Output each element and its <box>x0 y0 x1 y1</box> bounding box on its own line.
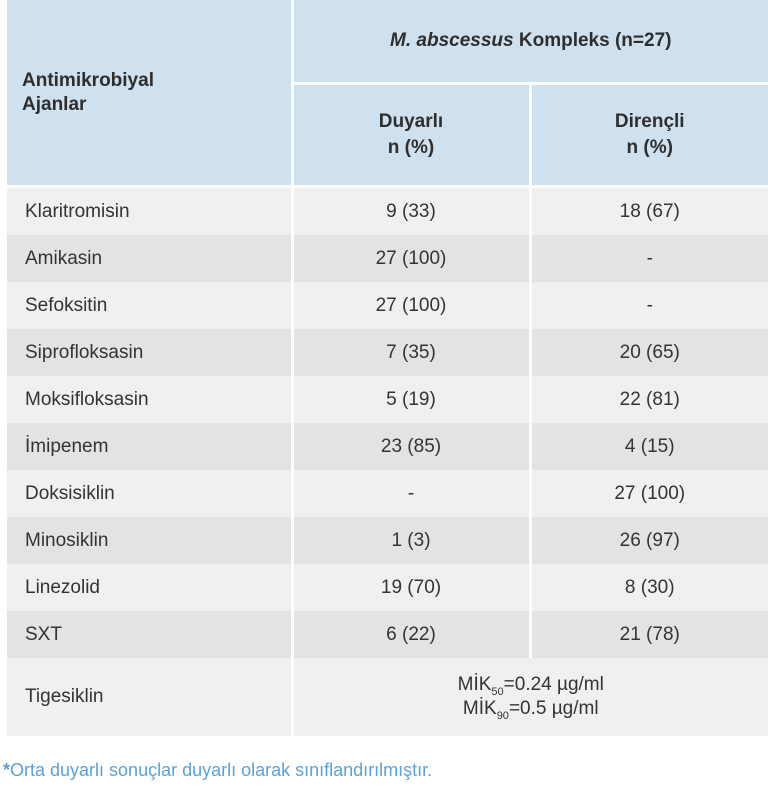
table-row <box>7 235 768 282</box>
sensitive-cell: 5 (19) <box>292 376 530 423</box>
resistant-cell: 20 (65) <box>530 329 768 376</box>
mic50-value: =0.24 µg/ml <box>503 674 604 695</box>
agent-cell: Amikasin <box>7 235 292 282</box>
agent-cell: Tigesiklin <box>7 658 292 736</box>
header-agents-line1: Antimikrobiyal <box>22 69 154 91</box>
table-row <box>7 564 768 611</box>
agent-cell: Doksisiklin <box>7 470 292 517</box>
mic90-prefix: MİK <box>462 698 497 719</box>
header-agents-line2: Ajanlar <box>22 93 87 115</box>
resistant-cell: 4 (15) <box>530 423 768 470</box>
resistant-cell: 22 (81) <box>530 376 768 423</box>
resistant-cell: 27 (100) <box>530 470 768 517</box>
resistant-cell: 26 (97) <box>530 517 768 564</box>
sensitive-cell: 23 (85) <box>292 423 530 470</box>
resistant-cell: - <box>530 235 768 282</box>
header-sensitive-line2: n (%) <box>387 137 435 158</box>
mic50-sub: 50 <box>491 685 504 698</box>
agent-cell: İmipenem <box>7 423 292 470</box>
footnote-star: * <box>3 760 11 780</box>
header-sensitive-line1: Duyarlı <box>378 111 444 132</box>
header-group-species: M. abscessus <box>390 30 514 51</box>
sensitive-cell: 9 (33) <box>292 187 530 236</box>
table-row <box>7 376 768 423</box>
header-resistant-line2: n (%) <box>626 137 673 158</box>
sensitive-cell: 27 (100) <box>292 235 530 282</box>
header-group <box>292 0 768 84</box>
table-row <box>7 423 768 470</box>
table-body <box>7 187 768 737</box>
table-row <box>7 611 768 658</box>
header-resistant-line1: Dirençli <box>614 111 685 132</box>
resistant-cell: 21 (78) <box>530 611 768 658</box>
table-row <box>7 329 768 376</box>
mic90-sub: 90 <box>496 709 509 722</box>
sensitive-cell: 6 (22) <box>292 611 530 658</box>
header-agents <box>7 0 292 187</box>
tigecycline-row <box>7 658 768 736</box>
susceptibility-table <box>7 0 768 736</box>
footnote <box>3 760 432 781</box>
table-row <box>7 517 768 564</box>
agent-cell: Linezolid <box>7 564 292 611</box>
table-row <box>7 187 768 236</box>
resistant-cell: 18 (67) <box>530 187 768 236</box>
mic50-line <box>294 673 768 697</box>
table-header <box>7 0 768 187</box>
agent-cell: SXT <box>7 611 292 658</box>
sensitive-cell: 1 (3) <box>292 517 530 564</box>
header-resistant <box>530 84 768 187</box>
sensitive-cell: 19 (70) <box>292 564 530 611</box>
agent-cell: Klaritromisin <box>7 187 292 236</box>
mic50-prefix: MİK <box>457 674 492 695</box>
header-group-rest: Kompleks (n=27) <box>513 30 672 51</box>
resistant-cell: - <box>530 282 768 329</box>
header-sensitive <box>292 84 530 187</box>
table-row <box>7 282 768 329</box>
agent-cell: Siprofloksasin <box>7 329 292 376</box>
table-row <box>7 470 768 517</box>
sensitive-cell: - <box>292 470 530 517</box>
mic90-value: =0.5 µg/ml <box>508 698 599 719</box>
mic-cell <box>292 658 768 736</box>
footnote-text: Orta duyarlı sonuçlar duyarlı olarak sınıflandırılmıştır. <box>10 760 433 780</box>
sensitive-cell: 7 (35) <box>292 329 530 376</box>
agent-cell: Minosiklin <box>7 517 292 564</box>
agent-cell: Moksifloksasin <box>7 376 292 423</box>
sensitive-cell: 27 (100) <box>292 282 530 329</box>
resistant-cell: 8 (30) <box>530 564 768 611</box>
agent-cell: Sefoksitin <box>7 282 292 329</box>
mic90-line <box>294 697 768 721</box>
